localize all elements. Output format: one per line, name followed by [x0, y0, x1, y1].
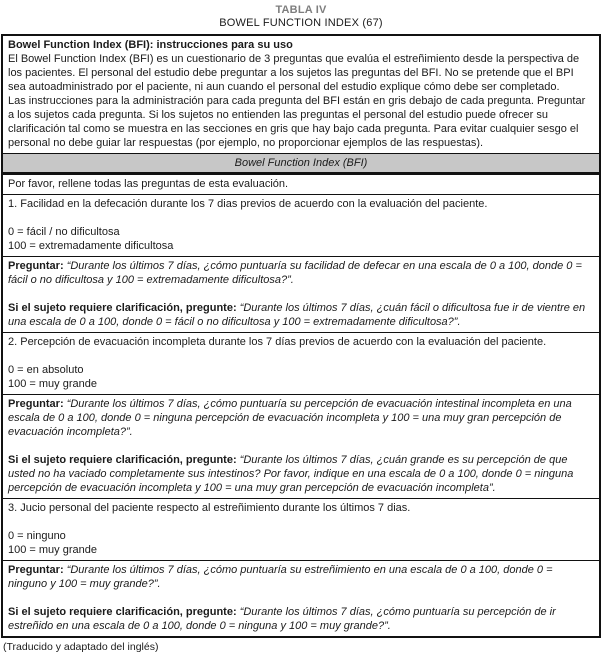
clarify-label: Si el sujeto requiere clarificación, pregunte:: [8, 454, 237, 466]
question-text: 2. Percepción de evacuación incompleta durante los 7 días previos de acuerdo con la evaluación del paciente.: [8, 336, 547, 348]
clarify-label: Si el sujeto requiere clarificación, pregunte:: [8, 606, 237, 618]
question-3-interviewer-row: [3, 560, 599, 636]
clarify-label: Si el sujeto requiere clarificación, pregunte:: [8, 302, 237, 314]
ask-label: Preguntar:: [8, 260, 64, 272]
fill-instruction-text: Por favor, rellene todas las preguntas de esta evaluación.: [8, 178, 289, 190]
band-title: Bowel Function Index (BFI): [234, 157, 368, 169]
scale-high: 100 = extremadamente dificultosa: [8, 240, 174, 252]
clarify-paragraph: [8, 605, 594, 633]
table-number-label: TABLA IV: [275, 4, 327, 16]
scale-low: 0 = en absoluto: [8, 364, 84, 376]
clarify-text: “Durante los últimos 7 días, ¿cuán fácil o dificultosa fue ir de vientre en una escala de 0 a 100, donde 0 = fácil o no dificultosa y 100 = extremadamente dificultosa?”.: [8, 302, 586, 328]
bfi-header-band: [3, 153, 599, 174]
intro-heading: Bowel Function Index (BFI): instrucciones para su uso: [8, 39, 293, 51]
bfi-table: [1, 34, 601, 638]
question-1-interviewer-row: [3, 256, 599, 332]
question-text: 3. Jucio personal del paciente respecto al estreñimiento durante los últimos 7 dias.: [8, 502, 411, 514]
clarify-text: “Durante los últimos 7 días, ¿cuán grande es su percepción de que usted no ha vaciado completamente sus intestinos? Por favor, indique en una escala de 0 a 100, donde 0 = ninguna percepción de evacuación incompleta y 100 = una muy gran percepción de evacuación incompleta”.: [8, 454, 574, 494]
intro-row: [3, 36, 599, 153]
question-1-row: [3, 194, 599, 256]
scale-low: 0 = fácil / no dificultosa: [8, 226, 120, 238]
footnote-text: (Traducido y adaptado del inglés): [3, 641, 159, 653]
clarify-paragraph: [8, 453, 594, 495]
scale-low: 0 = ninguno: [8, 530, 66, 542]
ask-paragraph: [8, 397, 594, 439]
intro-paragraph-1: El Bowel Function Index (BFI) es un cuestionario de 3 preguntas que evalúa el estreñimiento desde la perspectiva de los pacientes. El personal del estudio debe preguntar a los sujetos las preguntas del BFI. No se pretende que el BPI sea autoadministrado por el paciente, ni aun cuando el personal del estudio explique cómo debe ser completado.: [8, 53, 580, 93]
scale-high: 100 = muy grande: [8, 378, 97, 390]
clarify-paragraph: [8, 301, 594, 329]
ask-paragraph: [8, 259, 594, 287]
clarify-text: “Durante los últimos 7 días, ¿cómo puntuaría su percepción de ir estreñido en una escala de 0 a 100, donde 0 = ninguna y 100 = muy grande?”.: [8, 606, 556, 632]
ask-label: Preguntar:: [8, 398, 64, 410]
question-3-row: [3, 498, 599, 560]
intro-paragraph-2: Las instrucciones para la administración para cada pregunta del BFI están en gris debajo de cada pregunta. Preguntar a los sujetos cada pregunta. Si los sujetos no entienden las preguntas el personal del estudio puede ofrecer su clarificación tal como se muestra en las secciones en gris que hay bajo cada pregunta. Para evitar cualquier sesgo el personal no debe guiar lar respuestas (por ejemplo, no proporcionar ejemplos de las respuestas).: [8, 95, 586, 149]
ask-text: “Durante los últimos 7 días, ¿cómo puntuaría su estreñimiento en una escala de 0 a 100, donde 0 = ninguno y 100 = muy grande?”.: [8, 564, 553, 590]
fill-instruction-row: [3, 174, 599, 194]
question-2-row: [3, 332, 599, 394]
ask-paragraph: [8, 563, 594, 591]
ask-label: Preguntar:: [8, 564, 64, 576]
question-text: 1. Facilidad en la defecación durante los 7 dias previos de acuerdo con la evaluación del paciente.: [8, 198, 488, 210]
ask-text: “Durante los últimos 7 días, ¿cómo puntuaría su facilidad de defecar en una escala de 0 a 100, donde 0 = fácil o no dificultosa y 100 = extremadamente dificultosa?”.: [8, 260, 582, 286]
ask-text: “Durante los últimos 7 días, ¿cómo puntuaría su percepción de evacuación intestinal incompleta en una escala de 0 a 100, donde 0 = ninguna percepción de evacuación incompleta y 100 = una muy gran percepción de evacuación incompleta?”.: [8, 398, 572, 438]
question-2-interviewer-row: [3, 394, 599, 498]
table-caption: [1, 3, 601, 34]
table-title: BOWEL FUNCTION INDEX (67): [219, 17, 383, 29]
scale-high: 100 = muy grande: [8, 544, 97, 556]
